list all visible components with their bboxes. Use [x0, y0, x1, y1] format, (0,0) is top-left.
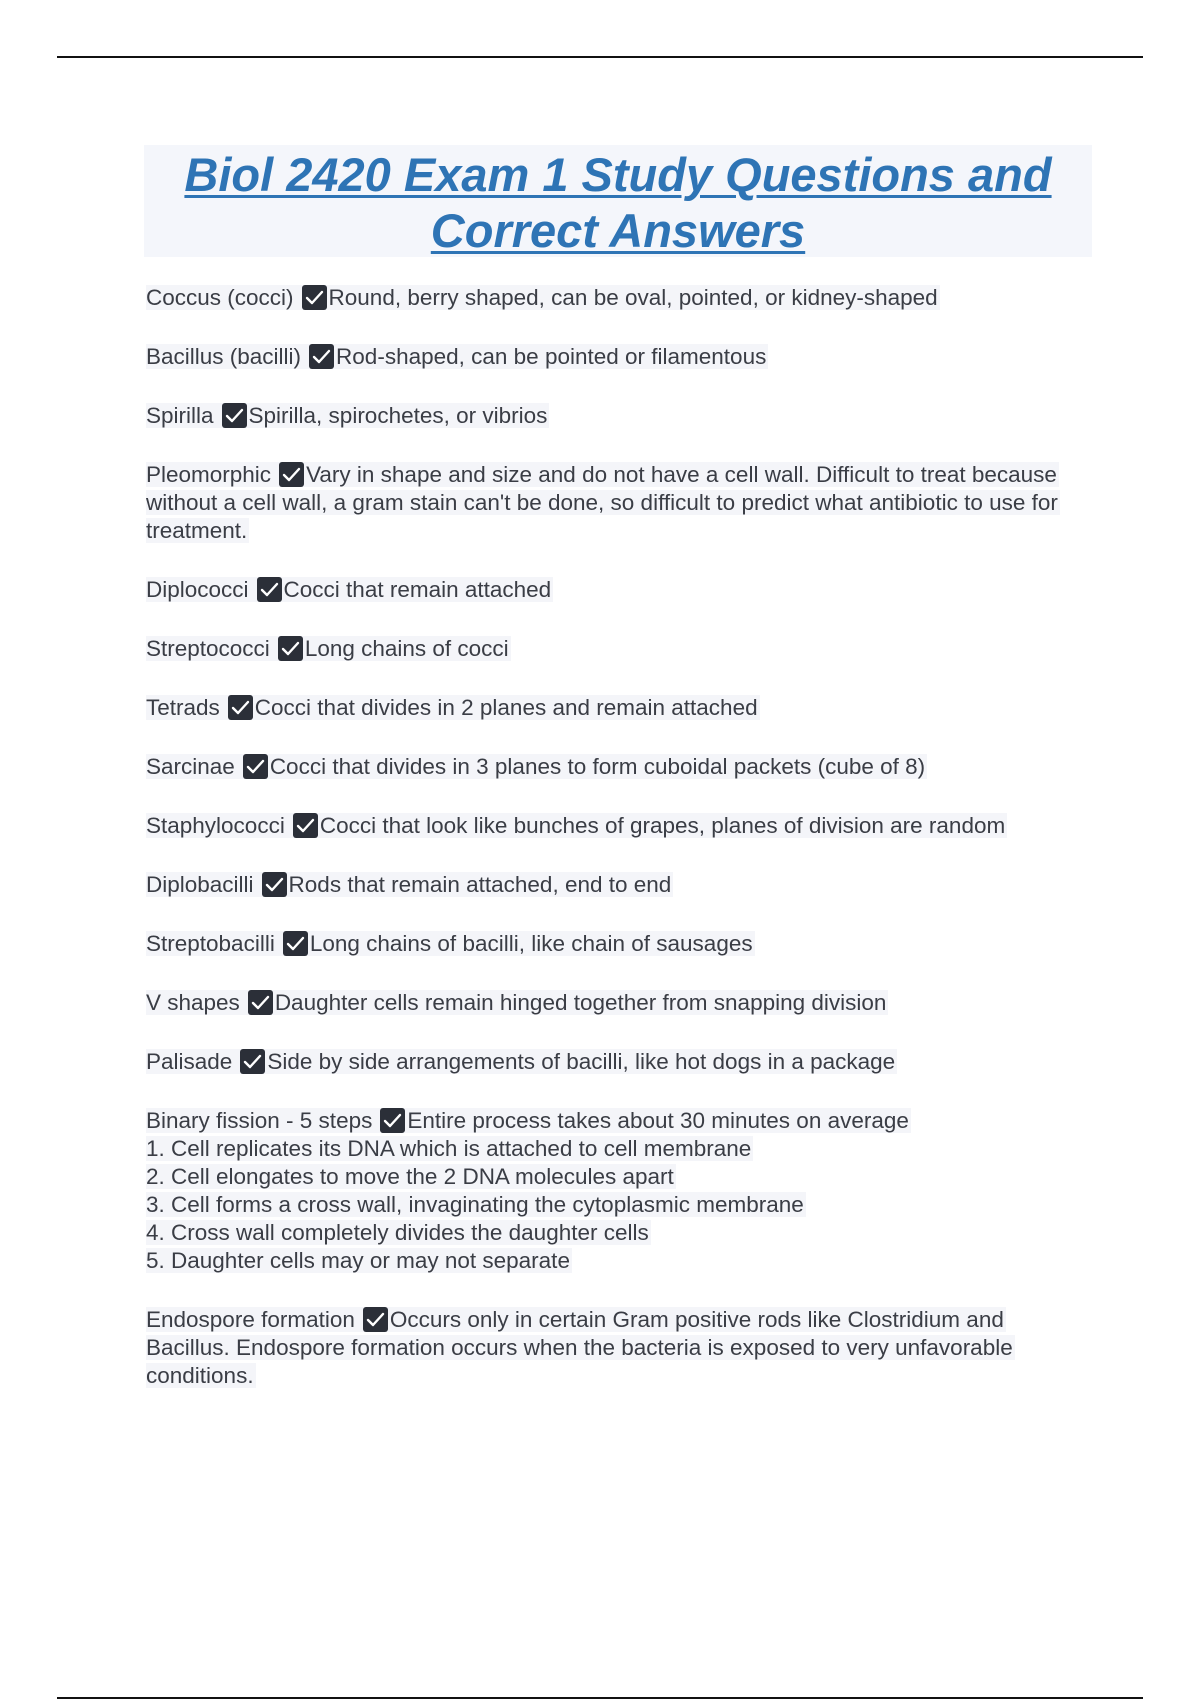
qa-term: Binary fission - 5 steps	[146, 1108, 373, 1133]
qa-answer: Occurs only in certain Gram positive rods like Clostridium and Bacillus. Endospore formation occurs when the bacteria is exposed to very unfavorable conditions.	[146, 1307, 1013, 1388]
list-item: 5. Daughter cells may or may not separate	[146, 1248, 570, 1273]
qa-term: Spirilla	[146, 403, 214, 428]
qa-item	[146, 694, 1086, 722]
qa-term: V shapes	[146, 990, 240, 1015]
checkmark-box-icon	[309, 344, 334, 369]
checkmark-box-icon	[302, 285, 327, 310]
checkmark-box-icon	[283, 931, 308, 956]
qa-answer: Spirilla, spirochetes, or vibrios	[248, 403, 548, 428]
qa-term: Pleomorphic	[146, 462, 272, 487]
checkmark-box-icon	[257, 577, 282, 602]
checkmark-box-icon	[262, 872, 287, 897]
qa-term: Endospore formation	[146, 1307, 355, 1332]
qa-term: Staphylococci	[146, 813, 285, 838]
list-item: 3. Cell forms a cross wall, invaginating the cytoplasmic membrane	[146, 1192, 804, 1217]
qa-answer: Long chains of cocci	[304, 636, 509, 661]
checkmark-box-icon	[240, 1049, 265, 1074]
qa-item	[146, 871, 1086, 899]
qa-item	[146, 930, 1086, 958]
qa-item	[146, 989, 1086, 1017]
checkmark-box-icon	[222, 403, 247, 428]
checkmark-box-icon	[363, 1307, 388, 1332]
qa-item	[146, 576, 1086, 604]
list-item: 2. Cell elongates to move the 2 DNA molecules apart	[146, 1164, 674, 1189]
qa-term: Sarcinae	[146, 754, 235, 779]
binary-fission-steps	[146, 1135, 1086, 1275]
title-block	[144, 145, 1092, 257]
qa-item	[146, 461, 1086, 545]
qa-term: Bacillus (bacilli)	[146, 344, 302, 369]
qa-item	[146, 1306, 1086, 1390]
qa-answer: Rods that remain attached, end to end	[288, 872, 672, 897]
qa-item	[146, 402, 1086, 430]
qa-term: Diplococci	[146, 577, 249, 602]
qa-answer: Cocci that remain attached	[283, 577, 552, 602]
qa-term: Diplobacilli	[146, 872, 254, 897]
checkmark-box-icon	[279, 462, 304, 487]
bottom-rule	[57, 1697, 1143, 1699]
qa-item	[146, 343, 1086, 371]
qa-answer: Vary in shape and size and do not have a cell wall. Difficult to treat because without a cell wall, a gram stain can't be done, so difficult to predict what antibiotic to use for treatment.	[146, 462, 1058, 543]
qa-list	[146, 284, 1086, 1421]
qa-answer: Daughter cells remain hinged together from snapping division	[274, 990, 887, 1015]
qa-term: Coccus (cocci)	[146, 285, 294, 310]
qa-answer: Rod-shaped, can be pointed or filamentous	[336, 344, 767, 369]
qa-term: Streptobacilli	[146, 931, 275, 956]
qa-item	[146, 284, 1086, 312]
checkmark-box-icon	[248, 990, 273, 1015]
qa-term: Streptococci	[146, 636, 270, 661]
qa-answer: Cocci that look like bunches of grapes, planes of division are random	[319, 813, 1006, 838]
qa-term: Palisade	[146, 1049, 233, 1074]
qa-item	[146, 753, 1086, 781]
qa-item	[146, 1048, 1086, 1076]
qa-answer: Entire process takes about 30 minutes on average	[407, 1108, 909, 1133]
page-title-line-1: Biol 2420 Exam 1 Study Questions and	[184, 148, 1052, 201]
qa-answer: Cocci that divides in 3 planes to form cuboidal packets (cube of 8)	[269, 754, 926, 779]
page-title-line-2: Correct Answers	[430, 204, 806, 257]
qa-item	[146, 635, 1086, 663]
qa-answer: Side by side arrangements of bacilli, like hot dogs in a package	[267, 1049, 896, 1074]
qa-item	[146, 1107, 1086, 1275]
qa-answer: Cocci that divides in 2 planes and remain attached	[254, 695, 758, 720]
list-item: 1. Cell replicates its DNA which is attached to cell membrane	[146, 1136, 752, 1161]
checkmark-box-icon	[278, 636, 303, 661]
list-item: 4. Cross wall completely divides the daughter cells	[146, 1220, 649, 1245]
checkmark-box-icon	[293, 813, 318, 838]
qa-term: Tetrads	[146, 695, 220, 720]
top-rule	[57, 56, 1143, 58]
checkmark-box-icon	[228, 695, 253, 720]
checkmark-box-icon	[380, 1108, 405, 1133]
qa-answer: Round, berry shaped, can be oval, pointed, or kidney-shaped	[328, 285, 938, 310]
qa-answer: Long chains of bacilli, like chain of sausages	[309, 931, 753, 956]
qa-item	[146, 812, 1086, 840]
checkmark-box-icon	[243, 754, 268, 779]
